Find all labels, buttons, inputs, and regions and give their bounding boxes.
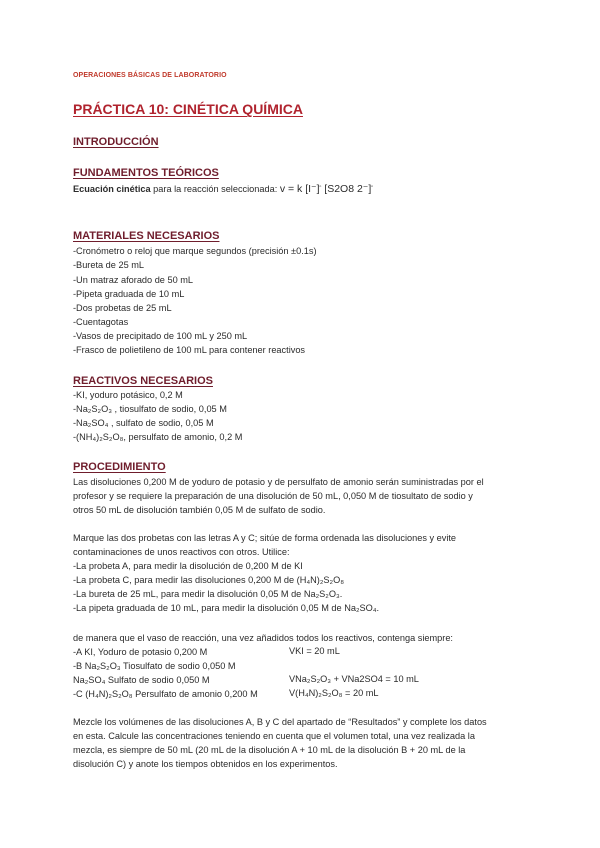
procedimiento-line: Mezcle los volúmenes de las disoluciones A, B y C del apartado de “Resultados” y complete los datos bbox=[73, 717, 487, 727]
equation-exponent-2: ⁿ bbox=[371, 184, 374, 190]
section-procedimiento: PROCEDIMIENTO bbox=[73, 461, 166, 473]
page-title: PRÁCTICA 10: CINÉTICA QUÍMICA bbox=[73, 101, 303, 117]
section-fundamentos: FUNDAMENTOS TEÓRICOS bbox=[73, 167, 219, 179]
materiales-item: -Un matraz aforado de 50 mL bbox=[73, 275, 194, 285]
procedimiento-line: contaminaciones de unos reactivos con otros. Utilice: bbox=[73, 547, 290, 557]
materiales-item: -Cronómetro o reloj que marque segundos (precisión ±0.1s) bbox=[73, 246, 317, 256]
mix-table-left: -A KI, Yoduro de potasio 0,200 M bbox=[73, 647, 208, 657]
equation-line bbox=[73, 181, 373, 196]
procedimiento-line: otros 50 mL de disolución también 0,05 M de sulfato de sodio. bbox=[73, 505, 326, 515]
mix-table-left: Na₂SO₄ Sulfato de sodio 0,050 M bbox=[73, 675, 210, 685]
procedimiento-line: profesor y se requiere la preparación de una disolución de 50 mL, 0,050 M de tiosultato de sodio y bbox=[73, 491, 473, 501]
materiales-item: -Bureta de 25 mL bbox=[73, 260, 144, 270]
materiales-item: -Frasco de polietileno de 100 mL para contener reactivos bbox=[73, 345, 306, 355]
section-materiales: MATERIALES NECESARIOS bbox=[73, 230, 220, 242]
procedimiento-line: -La probeta A, para medir la disolución de 0,200 M de KI bbox=[73, 561, 303, 571]
document-header: OPERACIONES BÁSICAS DE LABORATORIO bbox=[73, 72, 227, 79]
reactivos-item: -Na₂S₂O₃ , tiosulfato de sodio, 0,05 M bbox=[73, 404, 227, 414]
procedimiento-line: de manera que el vaso de reacción, una vez añadidos todos los reactivos, contenga siempre: bbox=[73, 633, 453, 643]
mix-table-right: VKI = 20 mL bbox=[289, 646, 340, 656]
reactivos-item: -Na₂SO₄ , sulfato de sodio, 0,05 M bbox=[73, 418, 214, 428]
reactivos-item: -KI, yoduro potásico, 0,2 M bbox=[73, 390, 183, 400]
procedimiento-line: -La probeta C, para medir las disoluciones 0,200 M de (H₄N)₂S₂O₈ bbox=[73, 575, 345, 585]
section-introduccion: INTRODUCCIÓN bbox=[73, 136, 159, 148]
materiales-item: -Cuentagotas bbox=[73, 317, 129, 327]
equation-formula-b: [S2O8 2⁻] bbox=[321, 183, 372, 196]
section-reactivos: REACTIVOS NECESARIOS bbox=[73, 375, 213, 387]
mix-table-right: V(H₄N)₂S₂O₈ = 20 mL bbox=[289, 688, 379, 698]
procedimiento-line: disolución C) y anote los tiempos obtenidos en los experimentos. bbox=[73, 759, 338, 769]
equation-formula-a: v = k [I⁻] bbox=[279, 183, 320, 196]
reactivos-item: -(NH₄)₂S₂O₈, persulfato de amonio, 0,2 M bbox=[73, 432, 243, 442]
mix-table-right: VNa₂S₂O₃ + VNa2SO4 = 10 mL bbox=[289, 674, 419, 684]
procedimiento-line: mezcla, es siempre de 50 mL (20 mL de la disolución A + 10 mL de la disolución B + 20 mL de la bbox=[73, 745, 466, 755]
procedimiento-line: -La pipeta graduada de 10 mL, para medir la disolución 0,05 M de Na₂SO₄. bbox=[73, 603, 380, 613]
materiales-item: -Vasos de precipitado de 100 mL y 250 mL bbox=[73, 331, 248, 341]
procedimiento-line: -La bureta de 25 mL, para medir la disolución 0,05 M de Na₂S₂O₃. bbox=[73, 589, 343, 599]
equation-exponent-1: ⁿ bbox=[319, 184, 322, 190]
materiales-item: -Pipeta graduada de 10 mL bbox=[73, 289, 185, 299]
procedimiento-line: Las disoluciones 0,200 M de yoduro de potasio y de persulfato de amonio serán suministradas por el bbox=[73, 477, 484, 487]
procedimiento-line: Marque las dos probetas con las letras A y C; sitúe de forma ordenada las disoluciones y evite bbox=[73, 533, 457, 543]
equation-label: Ecuación cinética bbox=[73, 184, 151, 195]
mix-table-left: -B Na₂S₂O₃ Tiosulfato de sodio 0,050 M bbox=[73, 661, 236, 671]
mix-table-left: -C (H₄N)₂S₂O₈ Persulfato de amonio 0,200 M bbox=[73, 689, 258, 699]
equation-text: para la reacción seleccionada: bbox=[150, 184, 280, 195]
materiales-item: -Dos probetas de 25 mL bbox=[73, 303, 172, 313]
procedimiento-line: en esta. Calcule las concentraciones teniendo en cuenta que el volumen total, una vez realizada la bbox=[73, 731, 475, 741]
